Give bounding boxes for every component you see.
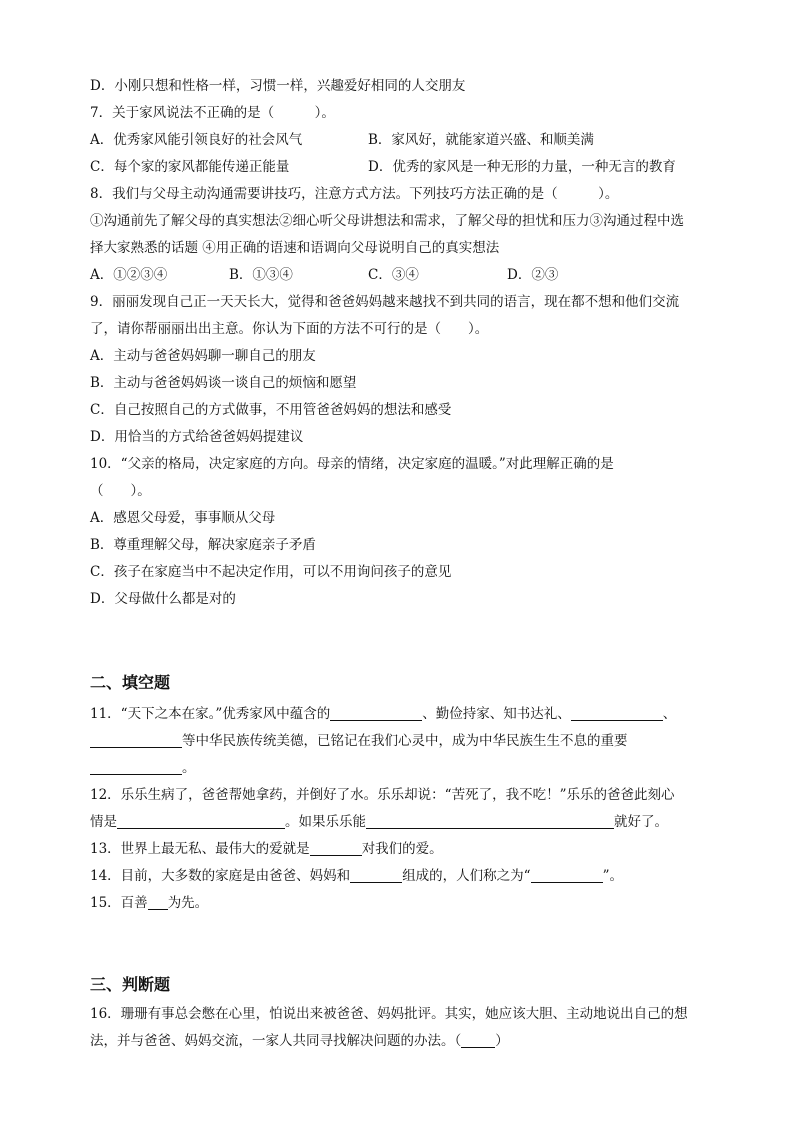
q11-blank-1[interactable] (330, 706, 422, 721)
q11-text-c: 、 (662, 706, 677, 722)
q11-blank-4[interactable] (90, 760, 182, 775)
q7-option-c: C．每个家的家风都能传递正能量 (90, 159, 290, 175)
q11-text-e: 。 (182, 760, 196, 776)
q14-blank-2[interactable] (531, 868, 603, 883)
q11-text-a: 11．“天下之本在家。”优秀家风中蕴含的 (90, 706, 331, 722)
q11-text-d: 等中华民族传统美德，已铭记在我们心灵中，成为中华民族生生不息的重要 (182, 733, 628, 749)
q12-blank-1[interactable] (117, 814, 285, 829)
q10-stem-line1: 10．“父亲的格局，决定家庭的方向。母亲的情绪，决定家庭的温暖。”对此理解正确的是 (90, 456, 614, 472)
q13-text-b: 对我们的爱。 (361, 841, 443, 857)
q11-blank-3[interactable] (90, 733, 182, 748)
section-title-true-false: 三、判断题 (90, 975, 171, 994)
q15-text-a: 15．百善 (90, 895, 148, 911)
q15-blank[interactable] (148, 895, 168, 910)
q10-option-b: B．尊重理解父母，解决家庭亲子矛盾 (90, 537, 316, 553)
q9-stem-line1: 9．丽丽发现自己正一天天长大，觉得和爸爸妈妈越来越找不到共同的语言，现在都不想和他们交流 (90, 294, 680, 310)
q16-close-paren: ） (495, 1033, 509, 1049)
q14-text-c: ”。 (602, 868, 623, 884)
q14-text-b: 组成的，人们称之为“ (402, 868, 531, 884)
q10-stem-line2: （ ）。 (90, 483, 151, 499)
q13-text-a: 13．世界上最无私、最伟大的爱就是 (90, 841, 310, 857)
q10-option-c: C．孩子在家庭当中不起决定作用，可以不用询问孩子的意见 (90, 564, 452, 580)
q12-line2 (90, 812, 668, 832)
q12-blank-2[interactable] (366, 814, 614, 829)
q14-text-a: 14．目前，大多数的家庭是由爸爸、妈妈和 (90, 868, 351, 884)
q9-option-b: B．主动与爸爸妈妈谈一谈自己的烦恼和愿望 (90, 375, 357, 391)
q16-line1: 16．珊珊有事总会憋在心里，怕说出来被爸爸、妈妈批评。其实，她应该大胆、主动地说出自己的想 (90, 1006, 688, 1022)
q9-option-a: A．主动与爸爸妈妈聊一聊自己的朋友 (90, 348, 316, 364)
q12-text-d: 就好了。 (614, 814, 668, 830)
q6-option-d: D．小刚只想和性格一样，习惯一样，兴趣爱好相同的人交朋友 (90, 78, 466, 94)
q10-option-d: D．父母做什么都是对的 (90, 591, 236, 607)
q12-text-c: 。如果乐乐能 (285, 814, 366, 830)
q7-options-row1 (90, 130, 594, 150)
q11-line3 (90, 758, 196, 778)
q9-option-d: D．用恰当的方式给爸爸妈妈提建议 (90, 429, 304, 445)
q9-stem-line2: 了，请你帮丽丽出出主意。你认为下面的方法不可行的是（ ）。 (90, 321, 489, 337)
q8-items-line2: 择大家熟悉的话题 ④用正确的语速和语调向父母说明自己的真实想法 (90, 240, 500, 256)
q7-options-row2 (90, 157, 676, 177)
q7-stem: 7．关于家风说法不正确的是（ ）。 (90, 105, 335, 121)
q15-line (90, 893, 208, 913)
q11-line1 (90, 704, 676, 724)
q15-text-b: 为先。 (167, 895, 209, 911)
q8-items-line1: ①沟通前先了解父母的真实想法②细心听父母讲想法和需求，了解父母的担忧和压力③沟通过程中选 (90, 213, 684, 229)
q8-option-b: B．①③④ (229, 267, 293, 283)
q16-line2 (90, 1031, 509, 1051)
q8-stem: 8．我们与父母主动沟通需要讲技巧，注意方式方法。下列技巧方法正确的是（ ）。 (90, 186, 619, 202)
q7-option-d: D．优秀的家风是一种无形的力量，一种无言的教育 (368, 159, 676, 175)
q8-option-a: A．①②③④ (90, 267, 168, 283)
q11-blank-2[interactable] (571, 706, 663, 721)
q11-text-b: 、勤俭持家、知书达礼、 (422, 706, 571, 722)
q16-answer-blank[interactable] (461, 1033, 495, 1048)
q11-line2 (90, 731, 628, 751)
q14-line (90, 866, 623, 886)
q12-text-b: 情是 (90, 814, 117, 830)
q13-blank[interactable] (310, 841, 362, 856)
q8-option-d: D．②③ (507, 267, 559, 283)
q7-option-b: B．家风好，就能家道兴盛、和顺美满 (368, 132, 594, 148)
q8-option-c: C．③④ (368, 267, 419, 283)
q13-line (90, 839, 443, 859)
q7-option-a: A．优秀家风能引领良好的社会风气 (90, 132, 303, 148)
q12-line1: 12．乐乐生病了，爸爸帮她拿药，并倒好了水。乐乐却说：“苦死了，我不吃！”乐乐的爸爸此刻心 (90, 787, 675, 803)
q14-blank-1[interactable] (350, 868, 402, 883)
section-title-fill-blank: 二、填空题 (90, 673, 171, 692)
q16-text: 法，并与爸爸、妈妈交流，一家人共同寻找解决问题的办法。（ (90, 1033, 462, 1049)
q10-option-a: A．感恩父母爱，事事顺从父母 (90, 510, 276, 526)
q9-option-c: C．自己按照自己的方式做事，不用管爸爸妈妈的想法和感受 (90, 402, 452, 418)
